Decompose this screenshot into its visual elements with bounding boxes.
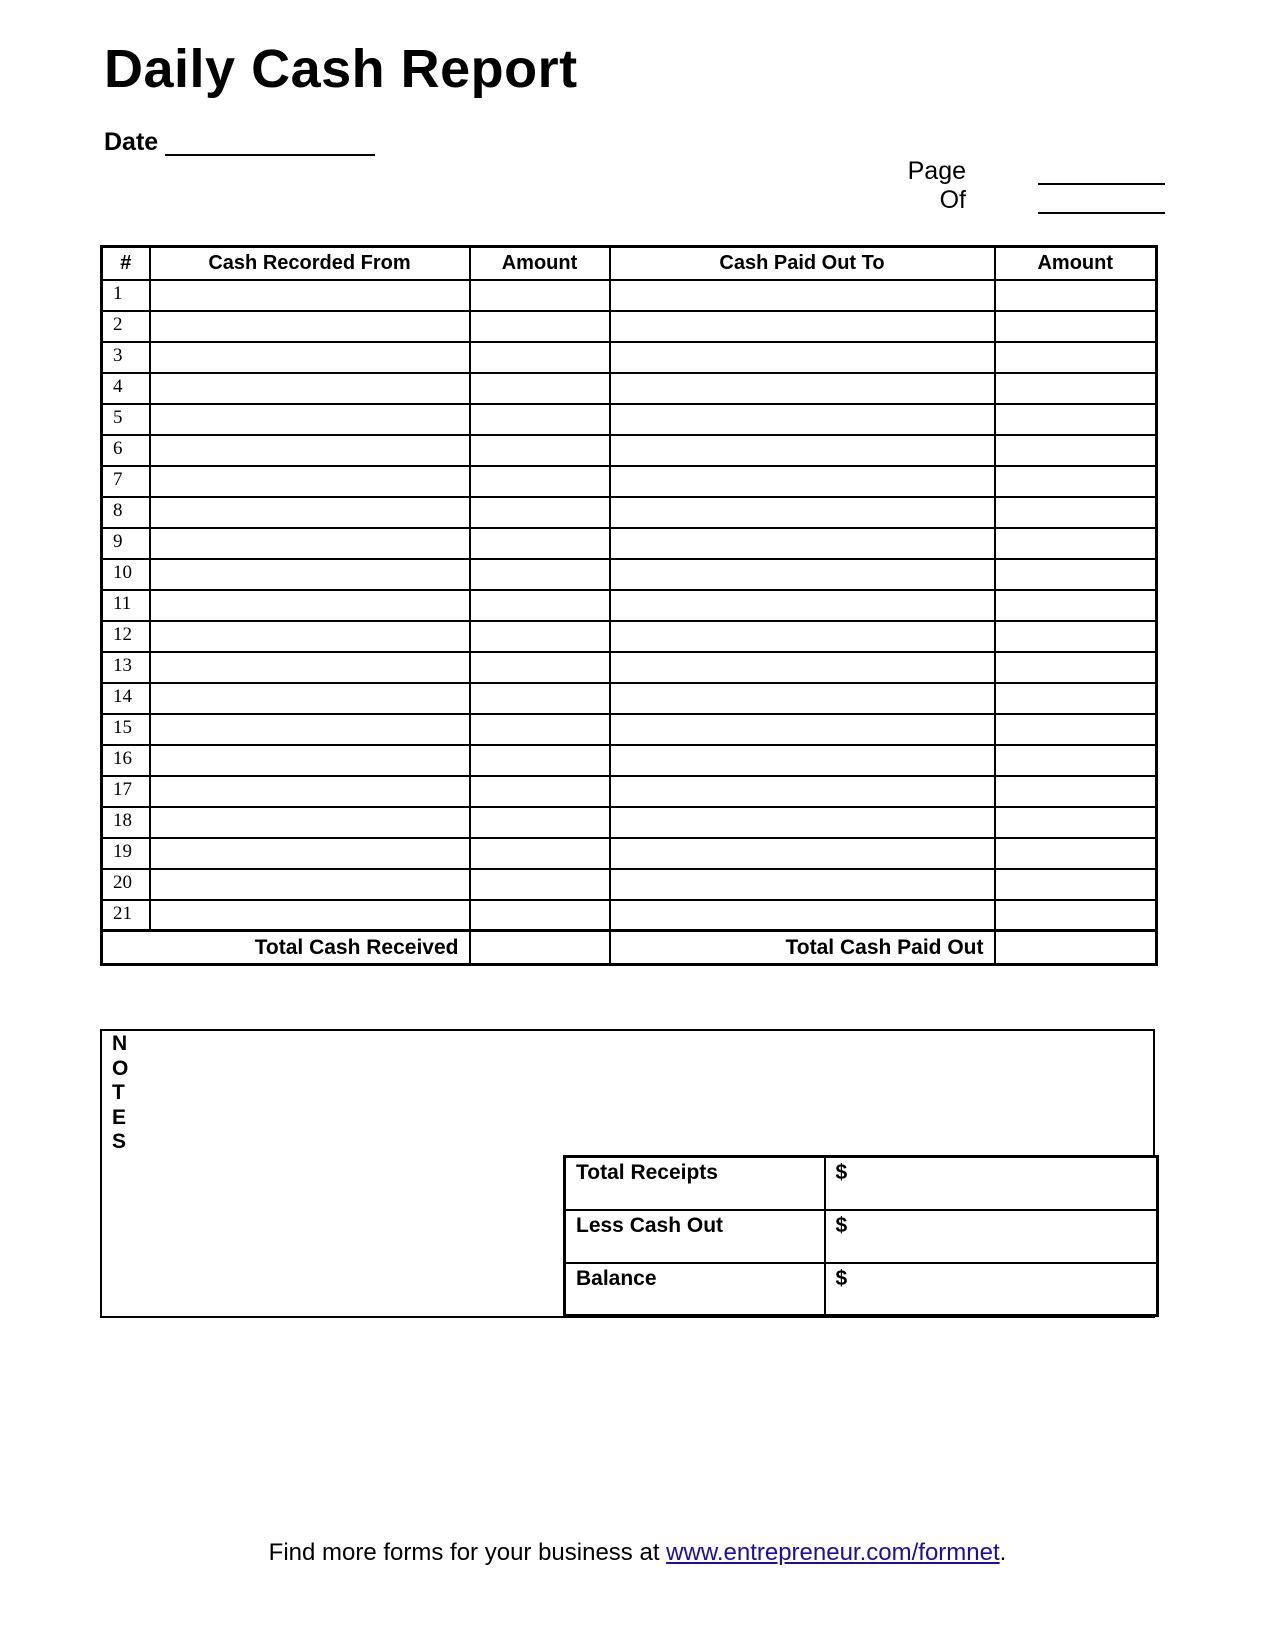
amount-received-cell[interactable] [470, 466, 610, 497]
date-field-line[interactable] [165, 154, 375, 156]
amount-paid-cell[interactable] [995, 869, 1157, 900]
amount-received-cell[interactable] [470, 807, 610, 838]
cash-paid-out-to-cell[interactable] [610, 528, 995, 559]
cash-recorded-from-cell[interactable] [150, 497, 470, 528]
table-header-row [102, 247, 1157, 280]
amount-paid-cell[interactable] [995, 590, 1157, 621]
table-row [102, 745, 1157, 776]
cash-recorded-from-cell[interactable] [150, 466, 470, 497]
row-number: 8 [102, 497, 150, 528]
amount-received-cell[interactable] [470, 311, 610, 342]
amount-received-cell[interactable] [470, 776, 610, 807]
cash-paid-out-to-cell[interactable] [610, 683, 995, 714]
cash-paid-out-to-cell[interactable] [610, 652, 995, 683]
total-cash-paid-out-label: Total Cash Paid Out [610, 931, 995, 965]
cash-paid-out-to-cell[interactable] [610, 714, 995, 745]
table-row [102, 807, 1157, 838]
cash-paid-out-to-cell[interactable] [610, 466, 995, 497]
less-cash-out-label: Less Cash Out [565, 1210, 825, 1263]
amount-received-cell[interactable] [470, 528, 610, 559]
footer-text: Find more forms for your business at [268, 1539, 667, 1566]
amount-paid-cell[interactable] [995, 404, 1157, 435]
cash-paid-out-to-cell[interactable] [610, 373, 995, 404]
amount-paid-cell[interactable] [995, 900, 1157, 931]
cash-recorded-from-cell[interactable] [150, 373, 470, 404]
amount-paid-cell[interactable] [995, 838, 1157, 869]
cash-recorded-from-cell[interactable] [150, 714, 470, 745]
cash-paid-out-to-cell[interactable] [610, 900, 995, 931]
table-row [102, 838, 1157, 869]
amount-received-cell[interactable] [470, 559, 610, 590]
row-number: 13 [102, 652, 150, 683]
amount-paid-cell[interactable] [995, 652, 1157, 683]
total-cash-paid-out-cell[interactable] [995, 931, 1157, 965]
amount-paid-cell[interactable] [995, 280, 1157, 311]
amount-paid-cell[interactable] [995, 776, 1157, 807]
table-row [102, 280, 1157, 311]
cash-log-table [100, 245, 1158, 966]
cash-recorded-from-cell[interactable] [150, 528, 470, 559]
summary-row-less-cash-out [565, 1210, 1158, 1263]
cash-recorded-from-cell[interactable] [150, 652, 470, 683]
cash-recorded-from-cell[interactable] [150, 807, 470, 838]
amount-received-cell[interactable] [470, 869, 610, 900]
cash-paid-out-to-cell[interactable] [610, 311, 995, 342]
amount-received-cell[interactable] [470, 621, 610, 652]
table-row [102, 714, 1157, 745]
amount-received-cell[interactable] [470, 714, 610, 745]
footer [0, 1539, 1275, 1567]
amount-received-cell[interactable] [470, 404, 610, 435]
row-number: 17 [102, 776, 150, 807]
table-row [102, 900, 1157, 931]
notes-letter: E [112, 1105, 127, 1129]
row-number: 10 [102, 559, 150, 590]
cash-recorded-from-cell[interactable] [150, 404, 470, 435]
amount-paid-cell[interactable] [995, 621, 1157, 652]
cash-recorded-from-cell[interactable] [150, 683, 470, 714]
notes-letter: T [112, 1081, 125, 1104]
column-header-amount-paid: Amount [995, 247, 1157, 280]
footer-suffix: . [999, 1539, 1007, 1566]
row-number: 5 [102, 404, 150, 435]
cash-paid-out-to-cell[interactable] [610, 280, 995, 311]
cash-paid-out-to-cell[interactable] [610, 497, 995, 528]
notes-letter: S [112, 1130, 127, 1153]
amount-paid-cell[interactable] [995, 528, 1157, 559]
row-number: 15 [102, 714, 150, 745]
column-header-cash-paid-out-to: Cash Paid Out To [610, 247, 995, 280]
table-row [102, 373, 1157, 404]
row-number: 16 [102, 745, 150, 776]
total-cash-received-label: Total Cash Received [102, 931, 470, 965]
cash-paid-out-to-cell[interactable] [610, 404, 995, 435]
total-cash-received-cell[interactable] [470, 931, 610, 965]
amount-received-cell[interactable] [470, 745, 610, 776]
page-label: Page [907, 157, 966, 185]
table-row [102, 528, 1157, 559]
table-row [102, 652, 1157, 683]
cash-recorded-from-cell[interactable] [150, 435, 470, 466]
cash-recorded-from-cell[interactable] [150, 311, 470, 342]
row-number: 18 [102, 807, 150, 838]
total-receipts-label: Total Receipts [565, 1157, 825, 1210]
amount-paid-cell[interactable] [995, 435, 1157, 466]
cash-recorded-from-cell[interactable] [150, 342, 470, 373]
amount-received-cell[interactable] [470, 900, 610, 931]
table-row [102, 435, 1157, 466]
amount-received-cell[interactable] [470, 280, 610, 311]
table-row [102, 869, 1157, 900]
row-number: 4 [102, 373, 150, 404]
date-label: Date [104, 128, 159, 156]
row-number: 21 [102, 900, 150, 931]
amount-received-cell[interactable] [470, 373, 610, 404]
table-row [102, 404, 1157, 435]
of-field-line[interactable] [1038, 212, 1165, 214]
amount-received-cell[interactable] [470, 342, 610, 373]
amount-paid-cell[interactable] [995, 745, 1157, 776]
column-header-number: # [102, 247, 150, 280]
amount-received-cell[interactable] [470, 590, 610, 621]
row-number: 20 [102, 869, 150, 900]
cash-recorded-from-cell[interactable] [150, 869, 470, 900]
cash-recorded-from-cell[interactable] [150, 745, 470, 776]
row-number: 14 [102, 683, 150, 714]
notes-letter: O [112, 1056, 129, 1080]
cash-recorded-from-cell[interactable] [150, 280, 470, 311]
amount-received-cell[interactable] [470, 652, 610, 683]
amount-paid-cell[interactable] [995, 683, 1157, 714]
row-number: 7 [102, 466, 150, 497]
footer-link[interactable]: www.entrepreneur.com/formnet [666, 1539, 1000, 1566]
of-label: Of [939, 186, 966, 214]
table-row [102, 497, 1157, 528]
amount-paid-cell[interactable] [995, 559, 1157, 590]
cash-paid-out-to-cell[interactable] [610, 621, 995, 652]
balance-value[interactable]: $ [825, 1263, 1158, 1316]
cash-paid-out-to-cell[interactable] [610, 559, 995, 590]
summary-row-balance [565, 1263, 1158, 1316]
row-number: 6 [102, 435, 150, 466]
row-number: 19 [102, 838, 150, 869]
row-number: 9 [102, 528, 150, 559]
amount-paid-cell[interactable] [995, 466, 1157, 497]
summary-row-total-receipts [565, 1157, 1158, 1210]
table-row [102, 590, 1157, 621]
cash-recorded-from-cell[interactable] [150, 838, 470, 869]
table-row [102, 466, 1157, 497]
row-number: 12 [102, 621, 150, 652]
amount-received-cell[interactable] [470, 838, 610, 869]
amount-paid-cell[interactable] [995, 342, 1157, 373]
column-header-amount-received: Amount [470, 247, 610, 280]
cash-paid-out-to-cell[interactable] [610, 435, 995, 466]
less-cash-out-value[interactable]: $ [825, 1210, 1158, 1263]
balance-label: Balance [565, 1263, 825, 1316]
row-number: 3 [102, 342, 150, 373]
cash-recorded-from-cell[interactable] [150, 590, 470, 621]
cash-paid-out-to-cell[interactable] [610, 869, 995, 900]
cash-paid-out-to-cell[interactable] [610, 745, 995, 776]
column-header-cash-recorded-from: Cash Recorded From [150, 247, 470, 280]
summary-table [563, 1155, 1159, 1317]
amount-paid-cell[interactable] [995, 311, 1157, 342]
cash-paid-out-to-cell[interactable] [610, 807, 995, 838]
table-row [102, 621, 1157, 652]
notes-letter: N [112, 1032, 128, 1055]
table-row [102, 311, 1157, 342]
table-row [102, 776, 1157, 807]
cash-recorded-from-cell[interactable] [150, 776, 470, 807]
amount-paid-cell[interactable] [995, 373, 1157, 404]
cash-recorded-from-cell[interactable] [150, 621, 470, 652]
row-number: 1 [102, 280, 150, 311]
page-title: Daily Cash Report [104, 39, 578, 99]
amount-paid-cell[interactable] [995, 807, 1157, 838]
amount-paid-cell[interactable] [995, 497, 1157, 528]
row-number: 2 [102, 311, 150, 342]
amount-paid-cell[interactable] [995, 714, 1157, 745]
cash-paid-out-to-cell[interactable] [610, 342, 995, 373]
totals-row [102, 931, 1157, 965]
notes-label [112, 1032, 128, 1155]
cash-recorded-from-cell[interactable] [150, 900, 470, 931]
table-row [102, 683, 1157, 714]
row-number: 11 [102, 590, 150, 621]
amount-received-cell[interactable] [470, 683, 610, 714]
page-field-line[interactable] [1038, 183, 1165, 185]
cash-paid-out-to-cell[interactable] [610, 838, 995, 869]
table-row [102, 342, 1157, 373]
amount-received-cell[interactable] [470, 435, 610, 466]
cash-paid-out-to-cell[interactable] [610, 776, 995, 807]
cash-paid-out-to-cell[interactable] [610, 590, 995, 621]
table-row [102, 559, 1157, 590]
total-receipts-value[interactable]: $ [825, 1157, 1158, 1210]
cash-recorded-from-cell[interactable] [150, 559, 470, 590]
amount-received-cell[interactable] [470, 497, 610, 528]
